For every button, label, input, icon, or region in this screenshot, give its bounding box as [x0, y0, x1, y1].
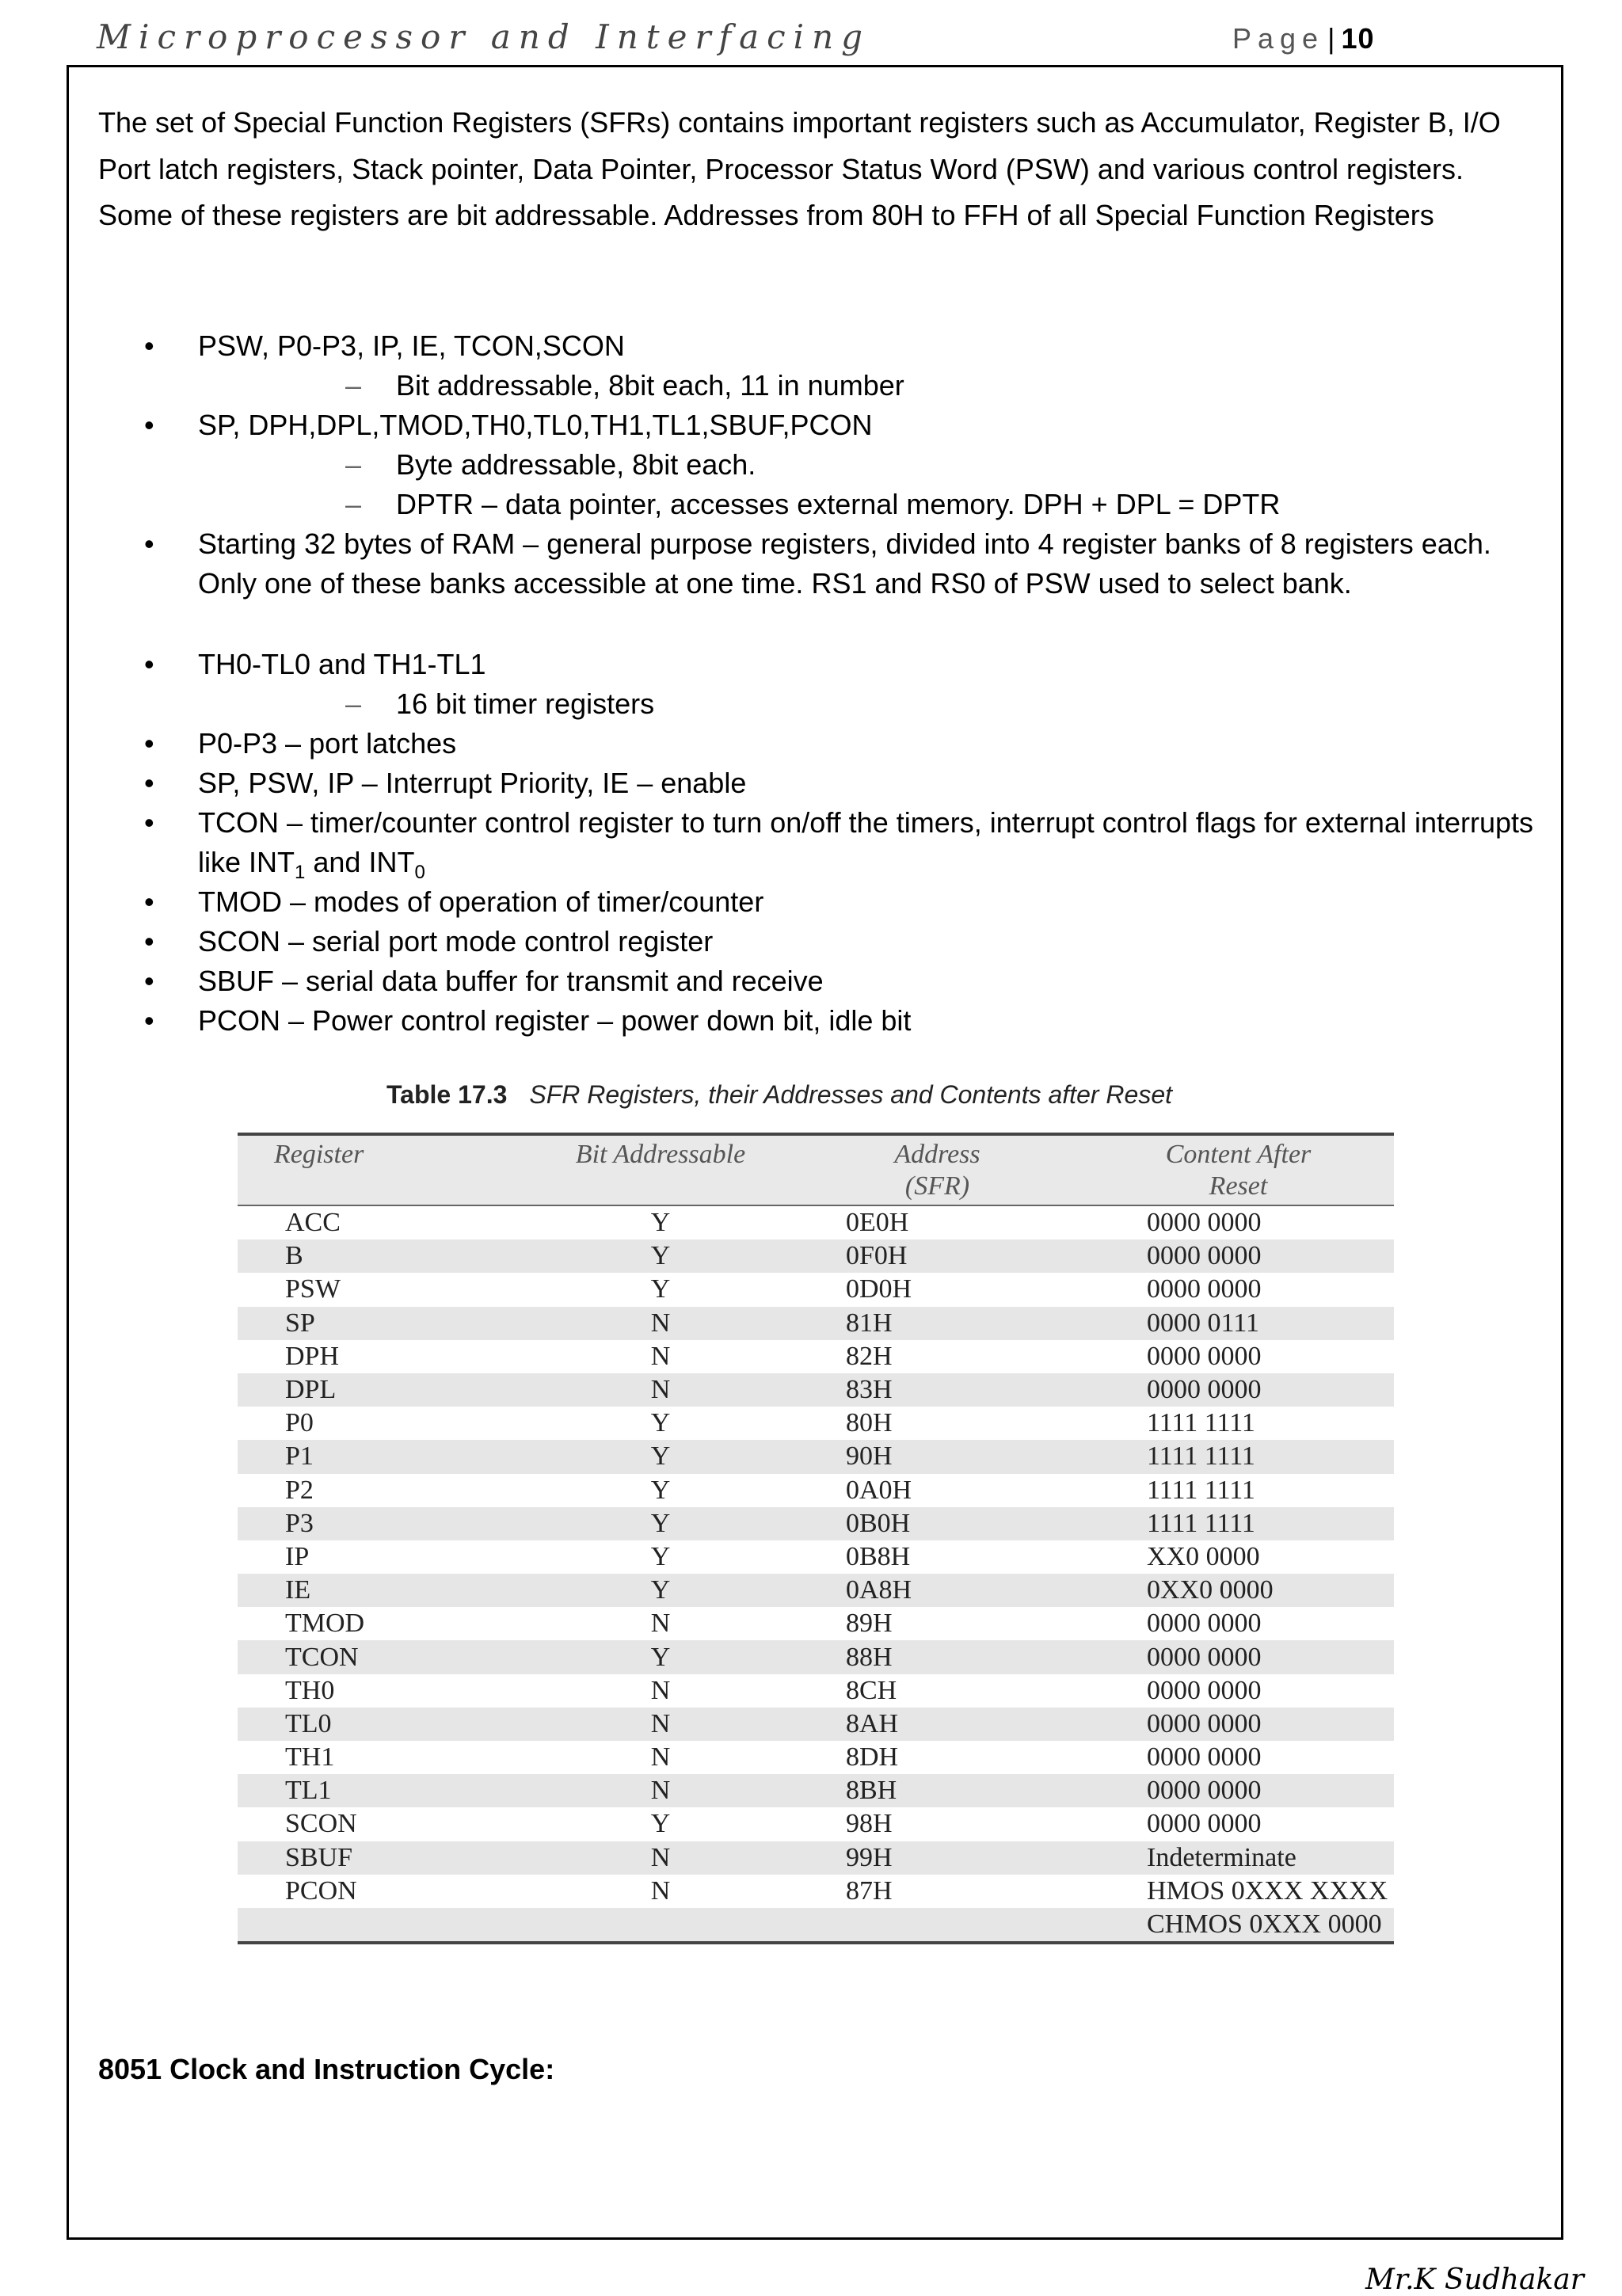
table-cell: Y: [529, 1574, 792, 1607]
table-cell: N: [529, 1708, 792, 1741]
table-cell: 1111 1111: [1147, 1475, 1255, 1505]
sfr-table: [238, 1133, 1394, 1944]
bullet-item: • Starting 32 bytes of RAM – general purpose registers, divided into 4 register banks of 8 registers each. Only one of these banks accessible at one time. RS1 and RS0 of PSW used to select bank.: [98, 524, 1548, 604]
table-row: [238, 1373, 1394, 1407]
table-cell: SCON: [285, 1809, 357, 1839]
bullet-item: • TCON – timer/counter control register to turn on/off the timers, interrupt control flags for external interrupts like $INT_1$ and $INT_0$: [98, 803, 1548, 882]
table-row: [238, 1574, 1394, 1607]
table-cell: 90H: [792, 1440, 1083, 1473]
bullet-item: • P0-P3 – port latches: [98, 724, 1548, 763]
table-cell: 0000 0000: [1083, 1774, 1394, 1807]
bullet-item: • PSW, P0-P3, IP, IE, TCON,SCON – Bit addressable, 8bit each, 11 in number: [98, 326, 1548, 406]
table-row: [238, 1407, 1394, 1440]
table-cell: PSW: [285, 1274, 341, 1304]
table-cell: 0D0H: [846, 1274, 912, 1304]
table-cell: N: [650, 1875, 671, 1906]
table-cell: N: [529, 1307, 792, 1340]
table-cell: 0000 0000: [1147, 1341, 1262, 1371]
table-cell: PCON: [285, 1875, 357, 1906]
table-cell: 0000 0000: [1083, 1640, 1394, 1673]
table-row: [238, 1607, 1394, 1640]
table-cell: SP: [238, 1307, 529, 1340]
table-cell: DPL: [238, 1373, 529, 1407]
page-number: 10: [1341, 22, 1375, 55]
table-cell: N: [529, 1841, 792, 1875]
table-cell: 87H: [846, 1875, 893, 1906]
table-row: [238, 1640, 1394, 1673]
bullet-item: • SP, DPH,DPL,TMOD,TH0,TL0,TH1,TL1,SBUF,PCON – Byte addressable, 8bit each. – DPTR – data pointer, accesses external memory. DPH + DPL = DPTR: [98, 406, 1548, 524]
table-cell: [792, 1908, 1083, 1943]
table-cell: 89H: [846, 1609, 893, 1639]
table-row: [238, 1340, 1394, 1373]
table-cell: Y: [650, 1208, 671, 1238]
table-row: [238, 1807, 1394, 1841]
header-page-number: [1232, 22, 1374, 55]
table-cell: 80H: [846, 1408, 893, 1438]
sub-bullet-item: – 16 bit timer registers: [198, 684, 1548, 724]
table-cell: P0: [285, 1408, 314, 1438]
table-cell: TH0: [285, 1675, 335, 1705]
table-cell: Y: [650, 1475, 671, 1505]
table-body: [238, 1205, 1394, 1943]
table-cell: 0B0H: [792, 1507, 1083, 1540]
table-row: [238, 1440, 1394, 1473]
column-header-bit-addressable: Bit Addressable: [529, 1134, 792, 1205]
table-cell: Y: [529, 1507, 792, 1540]
table-row: [238, 1674, 1394, 1708]
table-row: [238, 1205, 1394, 1239]
table-cell: Y: [650, 1809, 671, 1839]
table-row: [238, 1875, 1394, 1908]
table-row: [238, 1307, 1394, 1340]
table-cell: SBUF: [238, 1841, 529, 1875]
table-cell: 8AH: [792, 1708, 1083, 1741]
table-cell: 0A0H: [846, 1475, 912, 1505]
table-row: [238, 1239, 1394, 1273]
table-cell: N: [650, 1609, 671, 1639]
table-cell: Indeterminate: [1083, 1841, 1394, 1875]
table-header-row: [238, 1134, 1394, 1205]
bullet-item: • SBUF – serial data buffer for transmit and receive: [98, 961, 1548, 1001]
bullet-item: • SP, PSW, IP – Interrupt Priority, IE – enable: [98, 763, 1548, 803]
table-cell: Y: [650, 1274, 671, 1304]
table-cell: 0000 0000: [1147, 1742, 1262, 1772]
bullet-list-group-1: [98, 326, 1548, 604]
table-cell: 0000 0000: [1083, 1708, 1394, 1741]
bullet-item: • PCON – Power control register – power down bit, idle bit: [98, 1001, 1548, 1041]
table-cell: Y: [529, 1239, 792, 1273]
column-header-address: Address (SFR): [792, 1134, 1083, 1205]
column-header-register: Register: [238, 1134, 529, 1205]
table-cell: DPH: [285, 1341, 340, 1371]
table-row: [238, 1474, 1394, 1507]
sub-bullet-item: – Bit addressable, 8bit each, 11 in number: [198, 366, 1548, 406]
table-cell: Y: [650, 1541, 671, 1571]
bullet-item: • TMOD – modes of operation of timer/counter: [98, 882, 1548, 922]
table-cell: 0E0H: [846, 1208, 909, 1238]
table-cell: IE: [238, 1574, 529, 1607]
table-cell: 88H: [792, 1640, 1083, 1673]
table-cell: 0A8H: [792, 1574, 1083, 1607]
table-cell: P1: [238, 1440, 529, 1473]
table-cell: 0000 0000: [1147, 1208, 1262, 1238]
table-cell: TCON: [238, 1640, 529, 1673]
table-cell: 1111 1111: [1147, 1408, 1255, 1438]
table-cell: 8BH: [792, 1774, 1083, 1807]
table-row: [238, 1708, 1394, 1741]
table-cell: N: [650, 1675, 671, 1705]
table-cell: N: [650, 1341, 671, 1371]
table-cell: 0000 0111: [1083, 1307, 1394, 1340]
table-cell: ACC: [285, 1208, 341, 1238]
table-row: [238, 1741, 1394, 1774]
table-cell: N: [529, 1373, 792, 1407]
column-header-content: Content After Reset: [1083, 1134, 1394, 1205]
table-cell: 1111 1111: [1083, 1440, 1394, 1473]
table-caption: [386, 1080, 1172, 1110]
author-signature: Mr.K Sudhakar: [1365, 2264, 1584, 2296]
table-cell: P3: [238, 1507, 529, 1540]
table-cell: IP: [285, 1541, 310, 1571]
table-cell: 0F0H: [792, 1239, 1083, 1273]
table-cell: HMOS 0XXX XXXX: [1147, 1875, 1388, 1906]
sub-bullet-item: – DPTR – data pointer, accesses external memory. DPH + DPL = DPTR: [198, 485, 1548, 524]
table-cell: TL0: [238, 1708, 529, 1741]
table-cell: Y: [529, 1440, 792, 1473]
table-cell: 82H: [846, 1341, 893, 1371]
table-row: [238, 1540, 1394, 1574]
table-cell: [529, 1908, 792, 1943]
page-label: Page: [1232, 22, 1325, 55]
table-row: [238, 1273, 1394, 1306]
bullet-item: • TH0-TL0 and TH1-TL1 – 16 bit timer registers: [98, 645, 1548, 724]
sub-list: [198, 684, 1548, 724]
table-cell: 81H: [792, 1307, 1083, 1340]
page-separator: |: [1327, 22, 1335, 55]
table-cell: 98H: [846, 1809, 893, 1839]
table-cell: 99H: [792, 1841, 1083, 1875]
table-cell: TH1: [285, 1742, 335, 1772]
table-row: [238, 1908, 1394, 1943]
sub-bullet-item: – Byte addressable, 8bit each.: [198, 445, 1548, 485]
table-cell: 0000 0000: [1147, 1809, 1262, 1839]
table-cell: N: [650, 1742, 671, 1772]
table-cell: Y: [650, 1408, 671, 1438]
table-cell: 0000 0000: [1147, 1609, 1262, 1639]
table-cell: 8DH: [846, 1742, 899, 1772]
table-cell: N: [529, 1774, 792, 1807]
table-cell: [238, 1908, 529, 1943]
table-row: [238, 1507, 1394, 1540]
intro-paragraph: The set of Special Function Registers (SFRs) contains important registers such as Accumulator, Register B, I/O Port latch registers, Stack pointer, Data Pointer, Processor Status Word (PSW) and various control registers. Some of these registers are bit addressable. Addresses from 80H to FFH of all Special Function Registers: [98, 106, 1501, 231]
bullet-list-group-2: [98, 645, 1548, 1041]
table-cell: TL1: [238, 1774, 529, 1807]
table-row: [238, 1774, 1394, 1807]
table-cell: XX0 0000: [1147, 1541, 1260, 1571]
table-cell: 0000 0000: [1147, 1274, 1262, 1304]
table-cell: 0B8H: [846, 1541, 911, 1571]
table-caption-text: SFR Registers, their Addresses and Contents after Reset: [529, 1080, 1172, 1109]
table-row: [238, 1841, 1394, 1875]
table-cell: TMOD: [285, 1609, 365, 1639]
table-caption-label: Table 17.3: [386, 1080, 508, 1109]
table-cell: 1111 1111: [1083, 1507, 1394, 1540]
header-title: Microprocessor and Interfacing: [97, 17, 871, 56]
table-cell: 83H: [792, 1373, 1083, 1407]
table-cell: 8CH: [846, 1675, 897, 1705]
bullet-item: • SCON – serial port mode control register: [98, 922, 1548, 961]
table-cell: 0XX0 0000: [1083, 1574, 1394, 1607]
table-cell: 0000 0000: [1083, 1239, 1394, 1273]
sub-list: [198, 366, 1548, 406]
table-cell: Y: [529, 1640, 792, 1673]
table-cell: CHMOS 0XXX 0000: [1083, 1908, 1394, 1943]
table-cell: B: [238, 1239, 529, 1273]
sub-list: [198, 445, 1548, 524]
table-cell: P2: [285, 1475, 314, 1505]
section-heading: 8051 Clock and Instruction Cycle:: [98, 2053, 555, 2085]
table-cell: 0000 0000: [1083, 1373, 1394, 1407]
table-cell: 0000 0000: [1147, 1675, 1262, 1705]
